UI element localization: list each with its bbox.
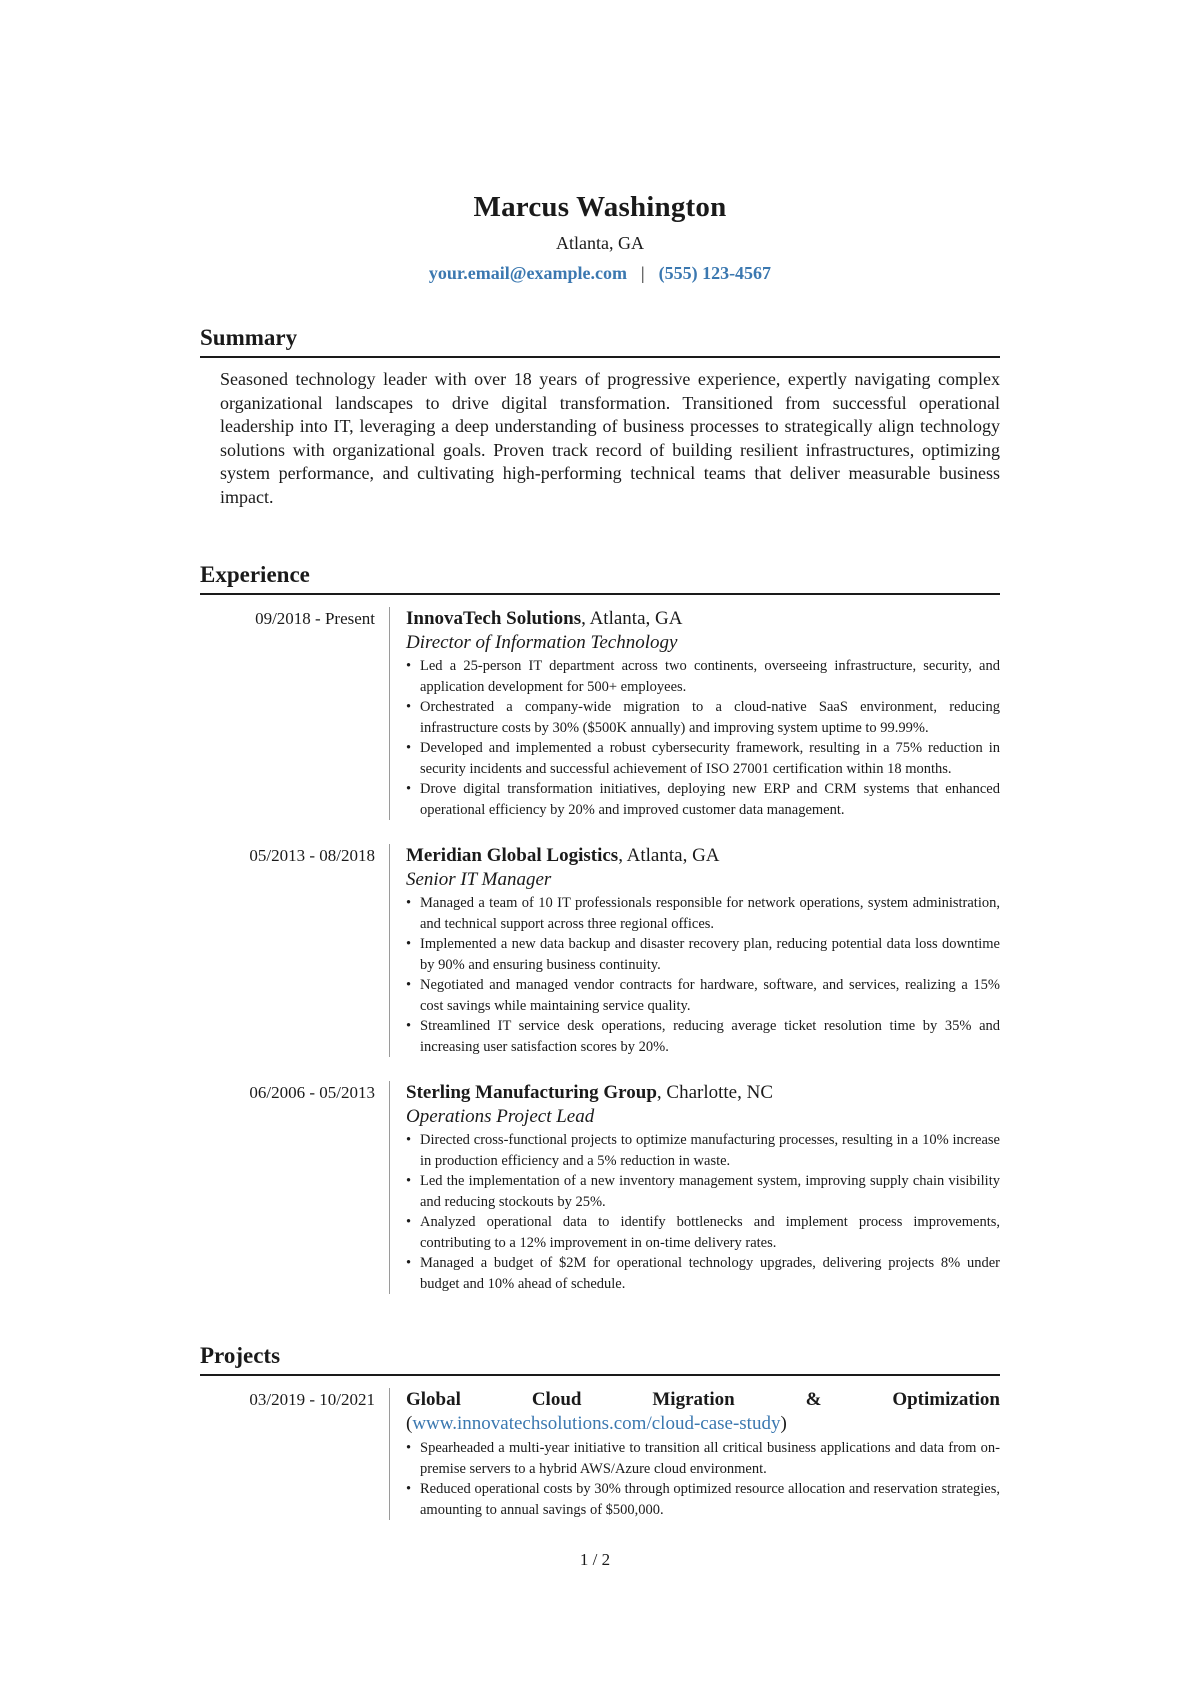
bullet-item: • Managed a team of 10 IT professionals responsible for network operations, system administration, and technical support across three regional offices. — [406, 893, 1000, 934]
entry-body — [389, 844, 1000, 1057]
entry-role: Senior IT Manager — [406, 869, 552, 890]
link-paren-close: ) — [780, 1413, 787, 1434]
experience-section — [200, 561, 1000, 1294]
bullet-item: • Analyzed operational data to identify bottlenecks and implement process improvements, contributing to a 12% improvement in on-time delivery rates. — [406, 1212, 1000, 1253]
contact-line — [200, 262, 1000, 284]
entry-bullets — [406, 1438, 1000, 1520]
summary-text: Seasoned technology leader with over 18 years of progressive experience, expertly navigating complex organizational landscapes to drive digital transformation. Transitioned from successful operational leadership into IT, leveraging a deep understanding of business processes to strategically align technology solutions with organizational goals. Proven track record of building resilient infrastructures, optimizing system performance, and cultivating high-performing technical teams that deliver measurable business impact. — [220, 369, 1000, 507]
entry-dates: 06/2006 - 05/2013 — [249, 1083, 375, 1102]
entry-location: , Atlanta, GA — [618, 845, 720, 866]
candidate-location: Atlanta, GA — [556, 233, 644, 253]
bullet-item: • Managed a budget of $2M for operational technology upgrades, delivering projects 8% under budget and 10% ahead of schedule. — [406, 1253, 1000, 1294]
experience-entry — [200, 1081, 1000, 1294]
bullet-item: • Led the implementation of a new inventory management system, improving supply chain visibility and reducing stockouts by 25%. — [406, 1171, 1000, 1212]
entry-body — [389, 1081, 1000, 1294]
projects-section — [200, 1342, 1000, 1520]
entry-org: Sterling Manufacturing Group — [406, 1082, 657, 1103]
section-title-projects: Projects — [200, 1342, 1000, 1376]
bullet-item: • Streamlined IT service desk operations, reducing average ticket resolution time by 35% and increasing user satisfaction scores by 20%. — [406, 1016, 1000, 1057]
entry-org-line — [406, 1081, 1000, 1105]
resume-header — [200, 190, 1000, 284]
phone-link[interactable]: (555) 123-4567 — [658, 263, 772, 283]
entry-bullets — [406, 893, 1000, 1057]
entry-dates: 05/2013 - 08/2018 — [249, 846, 375, 865]
entry-role: Operations Project Lead — [406, 1106, 595, 1127]
candidate-name: Marcus Washington — [473, 191, 727, 223]
entry-body — [389, 1388, 1000, 1520]
bullet-item: • Implemented a new data backup and disaster recovery plan, reducing potential data loss downtime by 90% and ensuring business continuity. — [406, 934, 1000, 975]
entry-bullets — [406, 1130, 1000, 1294]
experience-entry — [200, 607, 1000, 820]
entry-role: Director of Information Technology — [406, 632, 678, 653]
entry-bullets — [406, 656, 1000, 820]
page-number: 1 / 2 — [579, 1550, 611, 1569]
bullet-item: • Drove digital transformation initiatives, deploying new ERP and CRM systems that enhanced operational efficiency by 20% and improved customer data management. — [406, 779, 1000, 820]
entry-org: Meridian Global Logistics — [406, 845, 619, 866]
entry-org-line — [406, 607, 1000, 631]
bullet-item: • Reduced operational costs by 30% through optimized resource allocation and reservation strategies, amounting to annual savings of $500,000. — [406, 1479, 1000, 1520]
experience-entry — [200, 844, 1000, 1057]
summary-section — [200, 324, 1000, 509]
project-title: Global Cloud Migration & Optimization — [406, 1389, 1000, 1410]
bullet-item: • Directed cross-functional projects to optimize manufacturing processes, resulting in a 10% increase in production efficiency and a 5% reduction in waste. — [406, 1130, 1000, 1171]
project-link-line — [406, 1412, 1000, 1436]
bullet-item: • Led a 25-person IT department across two continents, overseeing infrastructure, security, and application development for 500+ employees. — [406, 656, 1000, 697]
bullet-item: • Spearheaded a multi-year initiative to transition all critical business applications and data from on-premise servers to a hybrid AWS/Azure cloud environment. — [406, 1438, 1000, 1479]
entry-location: , Atlanta, GA — [581, 608, 683, 629]
entry-location: , Charlotte, NC — [656, 1082, 773, 1103]
entry-dates: 09/2018 - Present — [255, 609, 375, 628]
resume-page — [200, 0, 1000, 1520]
entry-dates: 03/2019 - 10/2021 — [249, 1390, 375, 1409]
email-link[interactable]: your.email@example.com — [428, 263, 627, 283]
project-link[interactable]: www.innovatechsolutions.com/cloud-case-study — [412, 1413, 781, 1434]
entry-body — [389, 607, 1000, 820]
entry-org-line — [406, 844, 1000, 868]
bullet-item: • Developed and implemented a robust cybersecurity framework, resulting in a 75% reduction in security incidents and successful achievement of ISO 27001 certification within 18 months. — [406, 738, 1000, 779]
link-paren-open: ( — [406, 1413, 413, 1434]
bullet-item: • Orchestrated a company-wide migration to a cloud-native SaaS environment, reducing infrastructure costs by 30% ($500K annually) and improving system uptime to 99.99%. — [406, 697, 1000, 738]
bullet-item: • Negotiated and managed vendor contracts for hardware, software, and services, realizing a 15% cost savings while maintaining service quality. — [406, 975, 1000, 1016]
project-entry — [200, 1388, 1000, 1520]
contact-separator: | — [640, 263, 645, 283]
entry-org: InnovaTech Solutions — [406, 608, 582, 629]
section-title-experience: Experience — [200, 561, 1000, 595]
section-title-summary: Summary — [200, 324, 1000, 358]
